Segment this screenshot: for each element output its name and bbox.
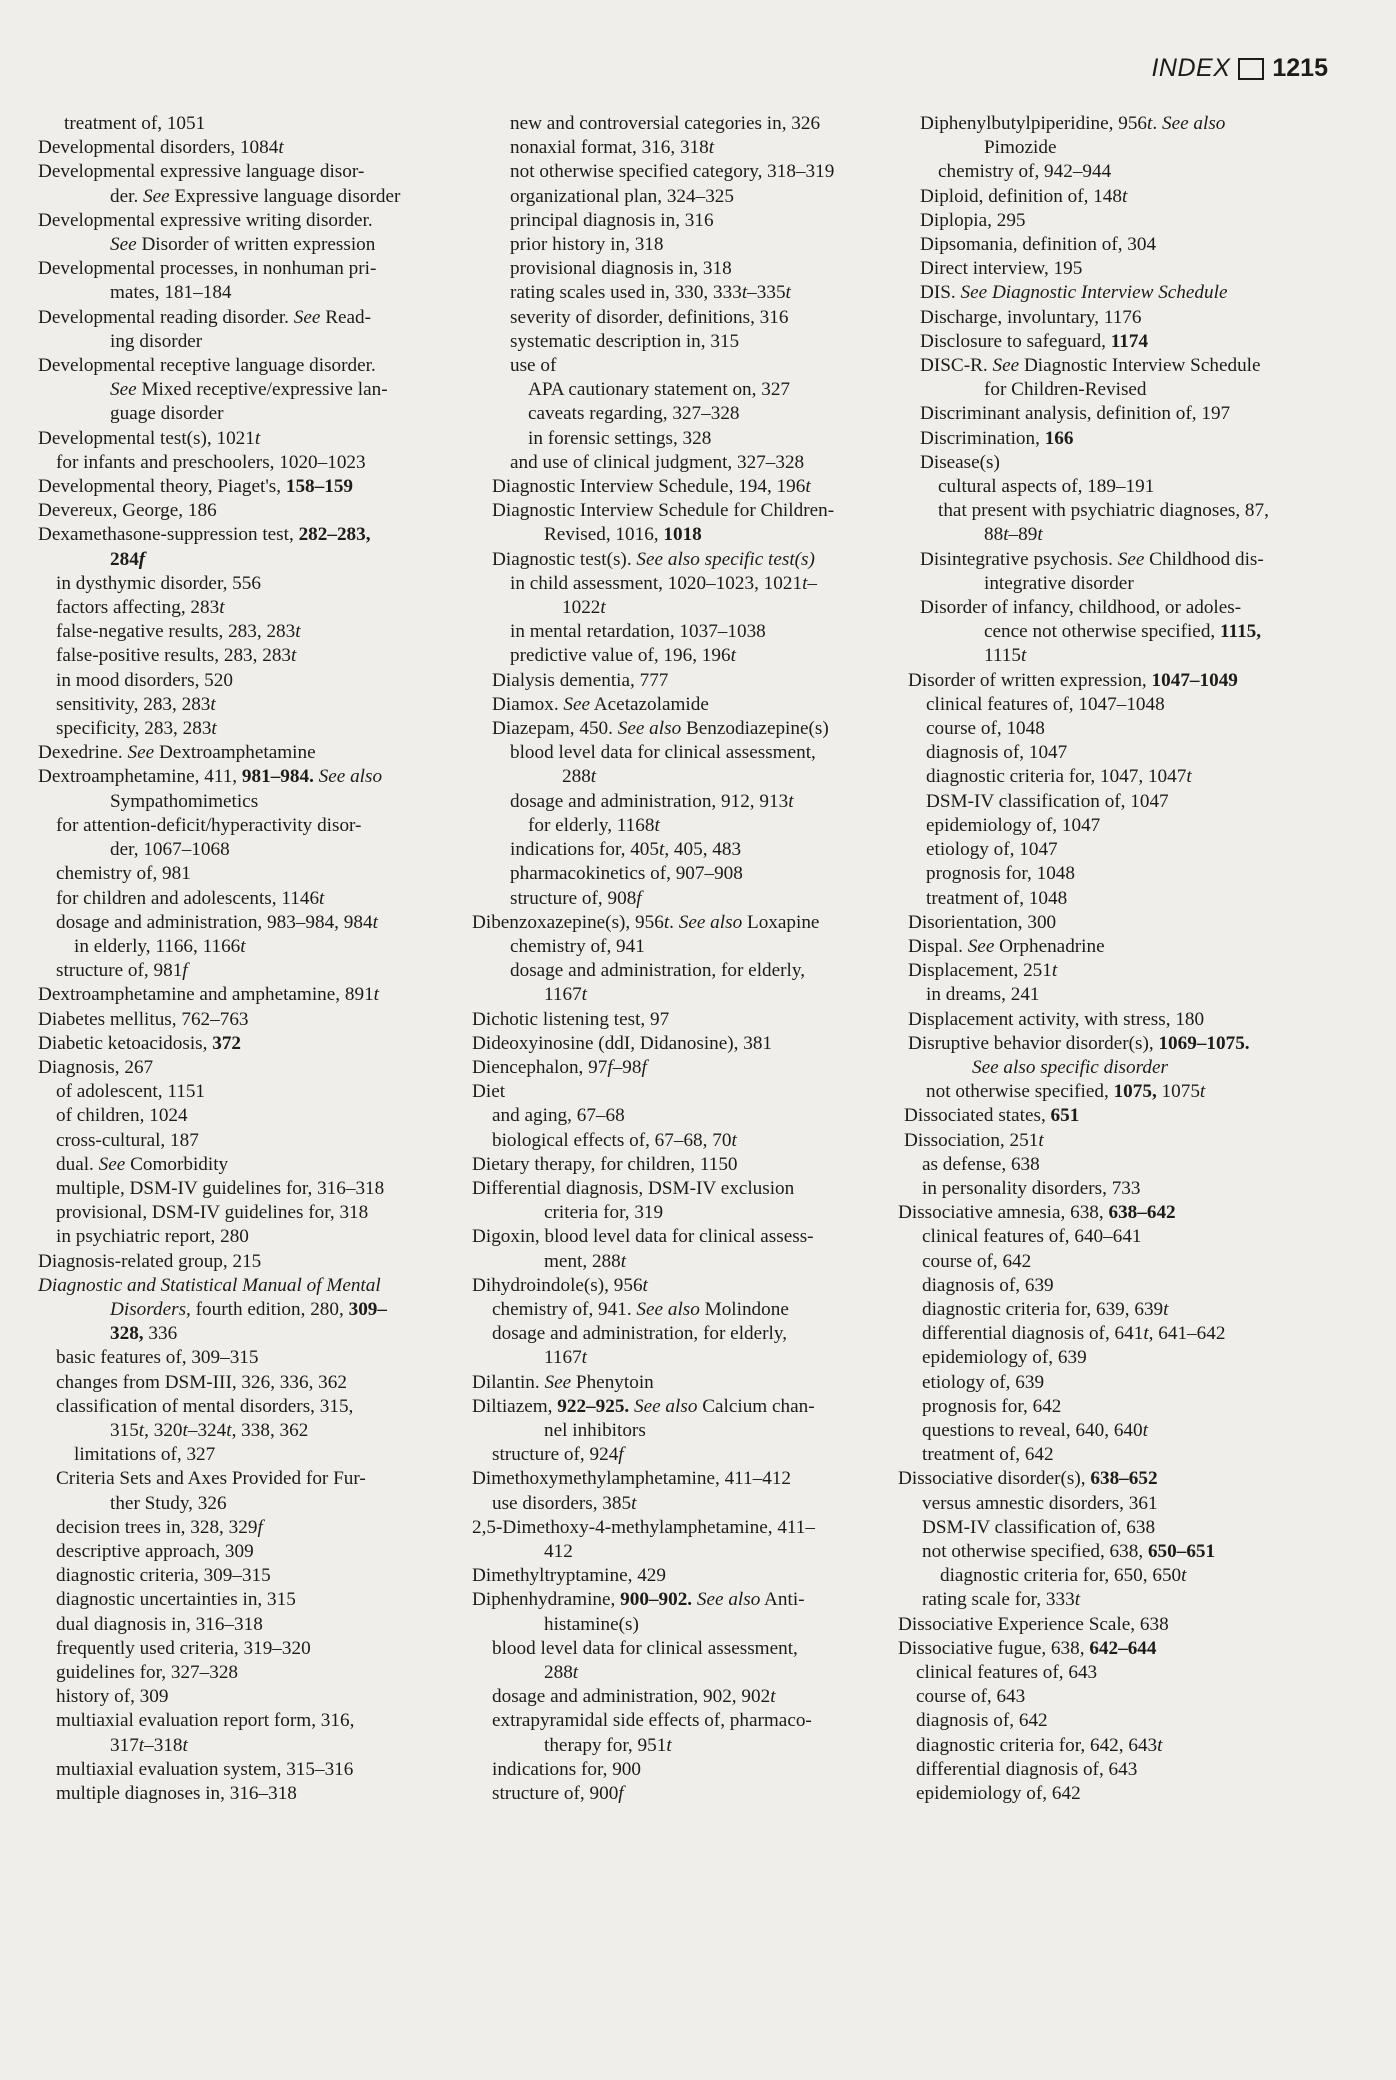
index-entry-line: Disclosure to safeguard, 1174 <box>920 330 1149 352</box>
index-entry-line: provisional diagnosis in, 318 <box>510 258 732 280</box>
index-entry-line: pharmacokinetics of, 907–908 <box>510 863 743 885</box>
index-entry-line: sensitivity, 283, 283t <box>56 693 216 715</box>
index-entry-line: course of, 1048 <box>926 718 1045 740</box>
index-entry-line: Dissociative Experience Scale, 638 <box>898 1613 1169 1635</box>
index-entry-line: 1115t <box>984 645 1027 667</box>
index-entry-line: Dipsomania, definition of, 304 <box>920 234 1157 256</box>
index-entry-line: indications for, 405t, 405, 483 <box>510 839 742 861</box>
index-entry-line: Diazepam, 450. See also Benzodiazepine(s) <box>492 718 829 740</box>
index-entry-line: Dissociative fugue, 638, 642–644 <box>898 1637 1157 1659</box>
index-entry-line: 88t–89t <box>984 524 1043 546</box>
index-entry-line: diagnosis of, 1047 <box>926 742 1068 764</box>
index-entry-line: DSM-IV classification of, 1047 <box>926 790 1169 812</box>
index-entry-line: false-negative results, 283, 283t <box>56 621 301 643</box>
index-entry-line: prognosis for, 642 <box>922 1395 1062 1417</box>
index-entry-line: Diagnosis, 267 <box>38 1056 154 1078</box>
index-entry-line: diagnostic criteria, 309–315 <box>56 1565 271 1587</box>
index-entry-line: Dispal. See Orphenadrine <box>908 935 1105 957</box>
index-entry-line: ment, 288t <box>544 1250 627 1272</box>
index-entry-line: specificity, 283, 283t <box>56 718 217 740</box>
index-entry-line: epidemiology of, 642 <box>916 1783 1081 1805</box>
index-entry-line: in personality disorders, 733 <box>922 1177 1141 1199</box>
index-entry-line: diagnostic criteria for, 1047, 1047t <box>926 766 1192 788</box>
index-entry-line: in child assessment, 1020–1023, 1021t– <box>510 572 817 594</box>
index-entry-line: DSM-IV classification of, 638 <box>922 1516 1156 1538</box>
index-entry-line: Dibenzoxazepine(s), 956t. See also Loxapine <box>472 911 820 933</box>
index-entry-line: guage disorder <box>110 403 224 425</box>
index-entry-line: 315t, 320t–324t, 338, 362 <box>110 1419 309 1441</box>
index-entry-line: chemistry of, 942–944 <box>938 161 1112 183</box>
index-entry-line: 317t–318t <box>110 1734 188 1756</box>
index-entry-line: in mental retardation, 1037–1038 <box>510 621 766 643</box>
index-entry-line: principal diagnosis in, 316 <box>510 209 714 231</box>
index-entry-line: for children and adolescents, 1146t <box>56 887 325 909</box>
index-entry-line: chemistry of, 941 <box>510 935 645 957</box>
index-entry-line: course of, 643 <box>916 1686 1026 1708</box>
index-entry-line: cross-cultural, 187 <box>56 1129 199 1151</box>
index-entry-line: and use of clinical judgment, 327–328 <box>510 451 805 473</box>
index-entry-line: prognosis for, 1048 <box>926 863 1075 885</box>
index-entry-line: Developmental reading disorder. See Read- <box>38 306 372 328</box>
index-entry-line: in dysthymic disorder, 556 <box>56 572 261 594</box>
index-entry-line: Diagnostic Interview Schedule for Children- <box>492 500 835 522</box>
index-entry-line: treatment of, 1051 <box>64 113 206 134</box>
index-entry-line: cultural aspects of, 189–191 <box>938 476 1155 498</box>
index-entry-line: classification of mental disorders, 315, <box>56 1395 354 1417</box>
index-entry-line: 288t <box>544 1662 579 1683</box>
index-entry-line: diagnosis of, 639 <box>922 1274 1054 1296</box>
index-entry-line: Direct interview, 195 <box>920 258 1083 280</box>
index-entry-line: Discharge, involuntary, 1176 <box>920 306 1142 328</box>
index-entry-line: Dextroamphetamine and amphetamine, 891t <box>38 984 380 1006</box>
index-entry-line: Diabetic ketoacidosis, 372 <box>38 1032 242 1054</box>
index-entry-line: history of, 309 <box>56 1686 169 1708</box>
index-entry-line: new and controversial categories in, 326 <box>510 113 821 134</box>
index-entry-line: in forensic settings, 328 <box>528 427 712 449</box>
index-entry-line: use of <box>510 355 557 377</box>
index-entry-line: nonaxial format, 316, 318t <box>510 137 715 159</box>
index-entry-line: in mood disorders, 520 <box>56 669 233 691</box>
index-entry-line: cence not otherwise specified, 1115, <box>984 621 1262 643</box>
index-entry-line: Developmental processes, in nonhuman pri- <box>38 258 377 280</box>
index-entry-line: predictive value of, 196, 196t <box>510 645 736 667</box>
index-entry-line: organizational plan, 324–325 <box>510 185 734 207</box>
index-entry-line: dual. See Comorbidity <box>56 1153 229 1175</box>
index-entry-line: Disorder of infancy, childhood, or adoles- <box>920 597 1242 619</box>
index-entry-line: multiple diagnoses in, 316–318 <box>56 1783 297 1805</box>
index-entry-line: 328, 336 <box>110 1323 178 1345</box>
index-entry-line: See also specific disorder <box>972 1056 1168 1078</box>
index-entry-line: Diagnosis-related group, 215 <box>38 1250 262 1272</box>
index-entry-line: indications for, 900 <box>492 1758 641 1780</box>
index-entry-line: Disintegrative psychosis. See Childhood dis- <box>920 548 1264 570</box>
index-entry-line: Discriminant analysis, definition of, 197 <box>920 403 1231 425</box>
index-entry-line: mates, 181–184 <box>110 282 232 304</box>
index-entry-line: therapy for, 951t <box>544 1734 672 1756</box>
index-entry-line: Dideoxyinosine (ddI, Didanosine), 381 <box>472 1032 773 1054</box>
index-entry-line: Displacement activity, with stress, 180 <box>908 1008 1205 1030</box>
index-entry-line: 284f <box>110 548 146 570</box>
index-entry-line: Devereux, George, 186 <box>38 500 217 522</box>
index-entry-line: for elderly, 1168t <box>528 814 660 836</box>
index-entry-line: Disorientation, 300 <box>908 911 1057 933</box>
index-entry-line: as defense, 638 <box>922 1153 1040 1175</box>
index-entry-line: Pimozide <box>984 137 1057 159</box>
index-entry-line: Developmental expressive writing disorder. <box>38 209 373 231</box>
index-entry-line: dosage and administration, for elderly, <box>510 960 806 982</box>
index-entry-line: 2,5-Dimethoxy-4-methylamphetamine, 411– <box>472 1516 815 1538</box>
index-entry-line: differential diagnosis of, 643 <box>916 1758 1138 1780</box>
index-entry-line: multiaxial evaluation system, 315–316 <box>56 1758 354 1780</box>
index-entry-line: provisional, DSM-IV guidelines for, 318 <box>56 1202 369 1224</box>
index-entry-line: chemistry of, 981 <box>56 863 191 885</box>
index-entry-line: Criteria Sets and Axes Provided for Fur- <box>56 1468 366 1490</box>
index-entry-line: diagnostic criteria for, 639, 639t <box>922 1298 1169 1320</box>
index-entry-line: dosage and administration, for elderly, <box>492 1323 788 1345</box>
index-entry-line: basic features of, 309–315 <box>56 1347 259 1369</box>
index-entry-line: not otherwise specified, 638, 650–651 <box>922 1540 1216 1562</box>
index-entry-line: differential diagnosis of, 641t, 641–642 <box>922 1323 1226 1345</box>
index-entry-line: structure of, 981f <box>56 960 188 982</box>
index-entry-line: diagnostic criteria for, 650, 650t <box>940 1565 1187 1587</box>
index-entry-line: blood level data for clinical assessment, <box>510 742 816 764</box>
index-entry-line: Disorders, fourth edition, 280, 309– <box>110 1298 387 1320</box>
index-entry-line: versus amnestic disorders, 361 <box>922 1492 1158 1514</box>
index-entry-line: dual diagnosis in, 316–318 <box>56 1613 263 1635</box>
index-entry-line: rating scales used in, 330, 333t–335t <box>510 282 791 304</box>
index-entry-line: systematic description in, 315 <box>510 330 740 352</box>
index-entry-line: der. See Expressive language disorder <box>110 185 401 207</box>
index-entry-line: 1167t <box>544 984 588 1006</box>
index-entry-line: Diphenhydramine, 900–902. See also Anti- <box>472 1589 805 1611</box>
index-entry-line: diagnosis of, 642 <box>916 1710 1048 1732</box>
index-entry-line: Developmental receptive language disorder. <box>38 355 376 377</box>
index-entry-line: Dexamethasone-suppression test, 282–283, <box>38 524 371 546</box>
index-entry-line: Dichotic listening test, 97 <box>472 1008 670 1030</box>
index-entry-line: use disorders, 385t <box>492 1492 637 1514</box>
index-entry-line: of children, 1024 <box>56 1105 188 1127</box>
index-entry-line: Diplopia, 295 <box>920 209 1026 231</box>
index-entry-line: Diltiazem, 922–925. See also Calcium chan- <box>472 1395 815 1417</box>
index-entry-line: caveats regarding, 327–328 <box>528 403 740 425</box>
index-entry-line: Dissociative disorder(s), 638–652 <box>898 1468 1158 1490</box>
index-entry-line: Developmental test(s), 1021t <box>38 427 261 449</box>
index-entry-line: Disorder of written expression, 1047–1049 <box>908 669 1238 691</box>
index-entry-line: rating scale for, 333t <box>922 1589 1081 1611</box>
index-entry-line: Dimethoxymethylamphetamine, 411–412 <box>472 1468 792 1490</box>
index-entry-line: factors affecting, 283t <box>56 597 225 619</box>
index-entry-line: See Mixed receptive/expressive lan- <box>110 379 388 401</box>
index-entry-line: changes from DSM-III, 326, 336, 362 <box>56 1371 347 1393</box>
index-entry-line: 412 <box>544 1540 573 1562</box>
index-entry-line: Developmental disorders, 1084t <box>38 137 284 159</box>
index-entry-line: multiaxial evaluation report form, 316, <box>56 1710 355 1732</box>
index-entry-line: Discrimination, 166 <box>920 427 1074 449</box>
index-entry-line: Developmental theory, Piaget's, 158–159 <box>38 476 354 498</box>
index-entry-line: dosage and administration, 902, 902t <box>492 1686 776 1708</box>
index-entry-line: Diploid, definition of, 148t <box>920 185 1128 207</box>
index-entry-line: Dexedrine. See Dextroamphetamine <box>38 742 316 764</box>
index-entry-line: for attention-deficit/hyperactivity disor- <box>56 814 362 836</box>
index-entry-line: guidelines for, 327–328 <box>56 1662 239 1683</box>
index-entry-line: and aging, 67–68 <box>492 1105 625 1127</box>
index-entry-line: Diphenylbutylpiperidine, 956t. See also <box>920 113 1226 134</box>
index-entry-line: chemistry of, 941. See also Molindone <box>492 1298 789 1320</box>
index-entry-line: structure of, 900f <box>492 1783 624 1805</box>
index-entry-line: Diabetes mellitus, 762–763 <box>38 1008 249 1030</box>
index-entry-line: structure of, 924f <box>492 1444 624 1466</box>
index-entry-line: Revised, 1016, 1018 <box>544 524 702 546</box>
index-entry-line: questions to reveal, 640, 640t <box>922 1419 1148 1441</box>
index-entry-line: blood level data for clinical assessment, <box>492 1637 798 1659</box>
index-entry-line: Dextroamphetamine, 411, 981–984. See also <box>38 766 383 788</box>
index-entry-line: descriptive approach, 309 <box>56 1540 254 1562</box>
index-entry-line: Diagnostic test(s). See also specific test(s) <box>492 548 815 570</box>
index-entry-line: dosage and administration, 912, 913t <box>510 790 794 812</box>
index-entry-line: treatment of, 1048 <box>926 887 1068 909</box>
index-entry-line: etiology of, 1047 <box>926 839 1058 861</box>
index-entry-line: Dissociated states, 651 <box>904 1105 1080 1127</box>
index-entry-line: not otherwise specified category, 318–319 <box>510 161 835 183</box>
index-entry-line: APA cautionary statement on, 327 <box>528 379 791 401</box>
index-entry-line: Dihydroindole(s), 956t <box>472 1274 648 1296</box>
index-entry-line: Diamox. See Acetazolamide <box>492 693 709 715</box>
index-entry-line: histamine(s) <box>544 1613 639 1635</box>
index-entry-line: for Children-Revised <box>984 379 1147 401</box>
index-entry-line: clinical features of, 643 <box>916 1662 1098 1683</box>
index-entry-line: diagnostic uncertainties in, 315 <box>56 1589 296 1611</box>
index-entry-line: epidemiology of, 639 <box>922 1347 1087 1369</box>
index-entry-line: decision trees in, 328, 329f <box>56 1516 263 1538</box>
index-entry-line: Dissociation, 251t <box>904 1129 1044 1151</box>
index-entry-line: in elderly, 1166, 1166t <box>74 935 246 957</box>
index-entry-line: structure of, 908f <box>510 887 642 909</box>
index-entry-line: etiology of, 639 <box>922 1371 1045 1393</box>
index-entry-line: limitations of, 327 <box>74 1444 216 1466</box>
index-entry-line: Diencephalon, 97f–98f <box>472 1056 647 1078</box>
index-column-3 <box>898 112 1358 1806</box>
index-entry-line: Developmental expressive language disor- <box>38 161 365 183</box>
index-entry-line: severity of disorder, definitions, 316 <box>510 306 789 328</box>
index-entry-line: clinical features of, 640–641 <box>922 1226 1142 1248</box>
index-entry-line: false-positive results, 283, 283t <box>56 645 297 667</box>
running-header <box>1151 54 1328 83</box>
index-entry-line: treatment of, 642 <box>922 1444 1054 1466</box>
index-column-1 <box>38 112 478 1806</box>
index-entry-line: integrative disorder <box>984 572 1134 594</box>
index-entry-line: prior history in, 318 <box>510 234 664 256</box>
page-number: 1215 <box>1272 54 1328 82</box>
index-entry-line: Dialysis dementia, 777 <box>492 669 669 691</box>
index-entry-line: multiple, DSM-IV guidelines for, 316–318 <box>56 1177 385 1199</box>
index-entry-line: that present with psychiatric diagnoses, 87, <box>938 500 1269 522</box>
index-entry-line: 288t <box>562 766 597 788</box>
index-entry-line: der, 1067–1068 <box>110 839 230 861</box>
index-entry-line: 1167t <box>544 1347 588 1369</box>
index-entry-line: for infants and preschoolers, 1020–1023 <box>56 451 366 473</box>
index-entry-line: Disease(s) <box>920 451 1000 473</box>
index-column-2 <box>472 112 894 1806</box>
index-entry-line: in dreams, 241 <box>926 984 1040 1006</box>
index-entry-line: Diet <box>472 1081 506 1103</box>
index-entry-line: Diagnostic Interview Schedule, 194, 196t <box>492 476 811 498</box>
index-entry-line: Disruptive behavior disorder(s), 1069–1075. <box>908 1032 1250 1054</box>
index-entry-line: extrapyramidal side effects of, pharmaco- <box>492 1710 812 1732</box>
index-entry-line: course of, 642 <box>922 1250 1032 1272</box>
index-entry-line: Dietary therapy, for children, 1150 <box>472 1153 738 1175</box>
index-entry-line: DISC-R. See Diagnostic Interview Schedule <box>920 355 1261 377</box>
index-entry-line: Sympathomimetics <box>110 790 259 812</box>
square-ornament-icon <box>1238 58 1264 80</box>
index-entry-line: Dissociative amnesia, 638, 638–642 <box>898 1202 1176 1224</box>
index-entry-line: frequently used criteria, 319–320 <box>56 1637 311 1659</box>
index-entry-line: dosage and administration, 983–984, 984t <box>56 911 378 933</box>
index-entry-line: Diagnostic and Statistical Manual of Mental <box>38 1274 381 1296</box>
index-entry-line: epidemiology of, 1047 <box>926 814 1101 836</box>
index-entry-line: DIS. See Diagnostic Interview Schedule <box>920 282 1228 304</box>
index-entry-line: Differential diagnosis, DSM-IV exclusion <box>472 1177 795 1199</box>
index-entry-line: 1022t <box>562 597 606 619</box>
index-entry-line: Displacement, 251t <box>908 960 1058 982</box>
index-entry-line: ing disorder <box>110 330 203 352</box>
index-entry-line: Dimethyltryptamine, 429 <box>472 1565 666 1587</box>
index-entry-line: clinical features of, 1047–1048 <box>926 693 1165 715</box>
index-entry-line: Digoxin, blood level data for clinical assess- <box>472 1226 814 1248</box>
index-entry-line: ther Study, 326 <box>110 1492 227 1514</box>
index-label: INDEX <box>1151 54 1231 82</box>
index-entry-line: See Disorder of written expression <box>110 234 376 256</box>
index-entry-line: biological effects of, 67–68, 70t <box>492 1129 737 1151</box>
index-entry-line: criteria for, 319 <box>544 1202 664 1224</box>
index-entry-line: not otherwise specified, 1075, 1075t <box>926 1081 1206 1103</box>
index-entry-line: in psychiatric report, 280 <box>56 1226 249 1248</box>
index-entry-line: nel inhibitors <box>544 1419 646 1441</box>
index-entry-line: diagnostic criteria for, 642, 643t <box>916 1734 1163 1756</box>
index-entry-line: Dilantin. See Phenytoin <box>472 1371 654 1393</box>
index-entry-line: of adolescent, 1151 <box>56 1081 206 1103</box>
